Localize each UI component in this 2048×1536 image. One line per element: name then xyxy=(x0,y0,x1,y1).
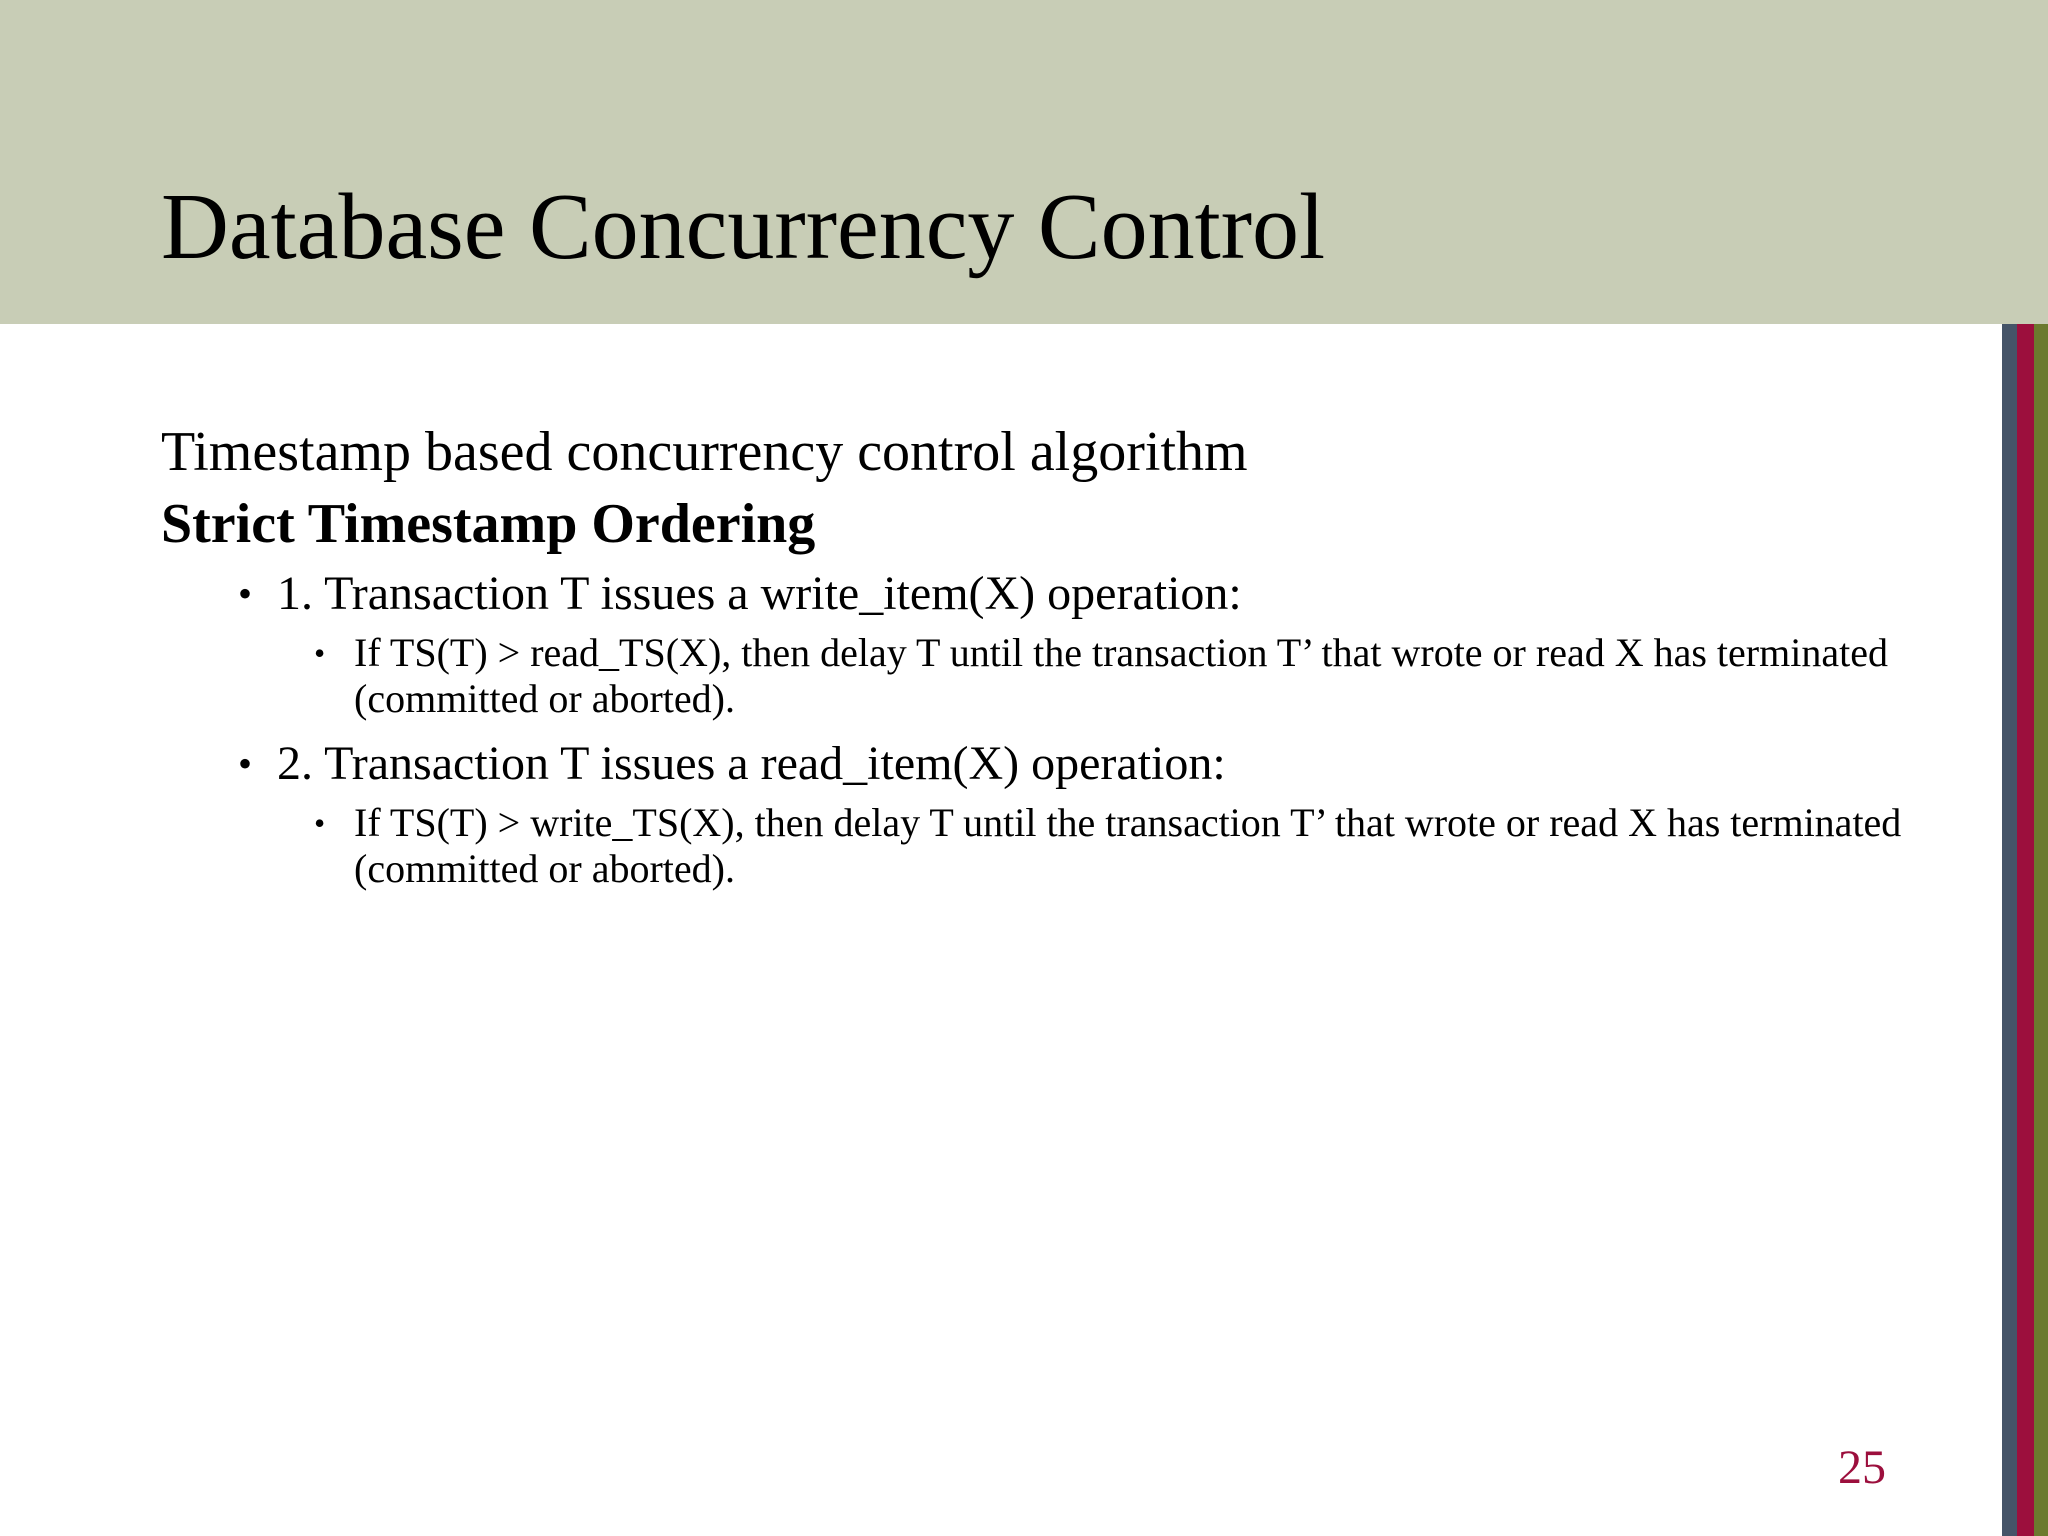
rule-label: 2. Transaction T issues a read_item(X) operation: xyxy=(277,737,1226,790)
rule-detail-text: If TS(T) > read_TS(X), then delay T until the transaction T’ that wrote or read X has terminated (committed or aborted). xyxy=(354,630,1888,721)
slide-body xyxy=(161,418,1981,902)
subheading: Strict Timestamp Ordering xyxy=(161,493,816,555)
bullet-icon: • xyxy=(314,635,326,671)
rule-detail xyxy=(161,630,1981,722)
accent-bar-crimson xyxy=(2017,324,2034,1536)
bullet-icon: • xyxy=(238,571,253,616)
rule-item-read xyxy=(161,732,1981,892)
accent-bar-slate xyxy=(2002,324,2017,1536)
bullet-icon: • xyxy=(314,805,326,841)
title-band xyxy=(0,0,2048,324)
slide-title: Database Concurrency Control xyxy=(161,175,1326,279)
rule-detail-text: If TS(T) > write_TS(X), then delay T until the transaction T’ that wrote or read X has terminated (committed or aborted). xyxy=(354,800,1902,891)
side-accent-bars xyxy=(2002,324,2048,1536)
page-number: 25 xyxy=(1838,1441,1886,1494)
intro-text: Timestamp based concurrency control algorithm xyxy=(161,421,1248,483)
ordering-rules-list xyxy=(161,562,1981,892)
rule-label: 1. Transaction T issues a write_item(X) operation: xyxy=(277,567,1242,620)
bullet-icon: • xyxy=(238,741,253,786)
rule-detail xyxy=(161,800,1981,892)
rule-item-write xyxy=(161,562,1981,722)
accent-bar-olive xyxy=(2034,324,2048,1536)
